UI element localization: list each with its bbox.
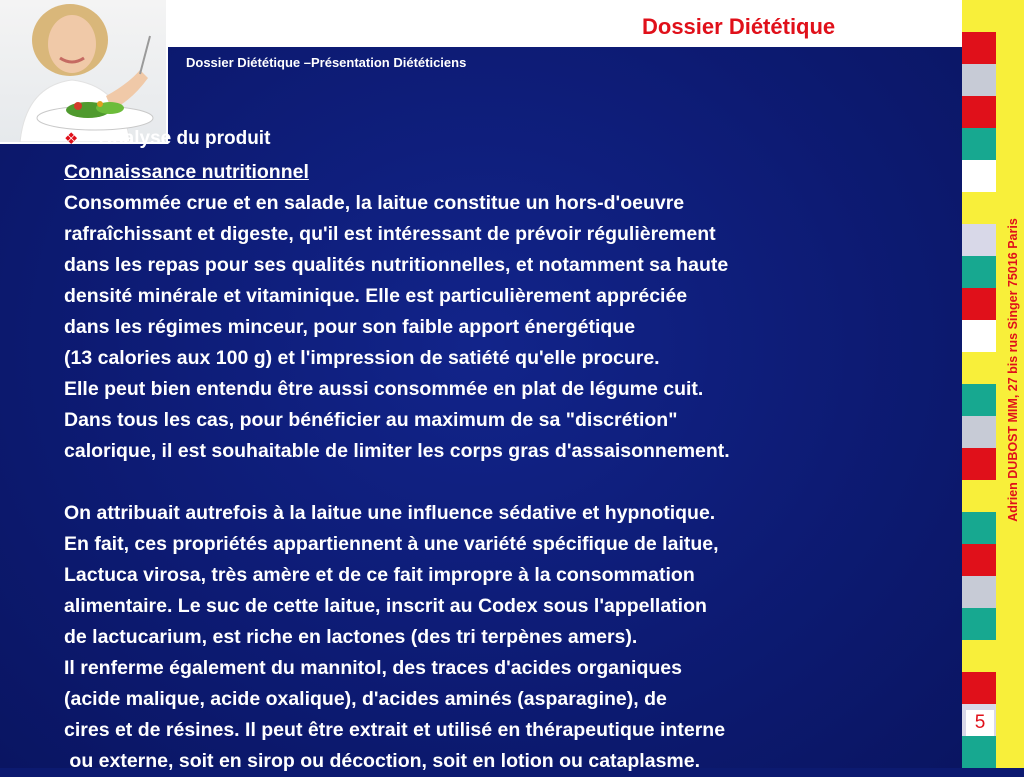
color-stripe — [962, 448, 996, 480]
text-line: densité minérale et vitaminique. Elle est particulièrement appréciée — [64, 285, 688, 307]
text-line: dans les régimes minceur, pour son faible apport énergétique — [64, 316, 636, 338]
text-line: (13 calories aux 100 g) et l'impression de satiété qu'elle procure. — [64, 347, 660, 369]
color-stripe — [962, 384, 996, 416]
page-number: 5 — [966, 710, 994, 736]
color-stripe — [962, 544, 996, 576]
color-stripe — [962, 608, 996, 640]
content-heading: Connaissance nutritionnel — [64, 161, 309, 183]
header-divider — [168, 44, 962, 47]
color-stripe — [962, 0, 996, 32]
text-line: cires et de résines. Il peut être extrait et utilisé en thérapeutique interne — [64, 719, 726, 741]
text-line: On attribuait autrefois à la laitue une influence sédative et hypnotique. — [64, 502, 716, 524]
text-line: de lactucarium, est riche en lactones (des tri terpènes amers). — [64, 626, 638, 648]
diamond-bullet-icon: ❖ — [64, 131, 79, 148]
paragraph-spacer — [64, 467, 954, 498]
author-address-vertical: Adrien DUBOST MIM, 27 bis rus Singer 75016 Paris — [1006, 218, 1020, 522]
color-stripe — [962, 128, 996, 160]
color-stripe — [962, 224, 996, 256]
color-stripe — [962, 672, 996, 704]
woman-eating-salad-photo — [0, 0, 168, 144]
color-stripe — [962, 64, 996, 96]
color-stripe — [962, 32, 996, 64]
section-label: Analyse du produit — [98, 128, 271, 149]
text-line: rafraîchissant et digeste, qu'il est intéressant de prévoir régulièrement — [64, 223, 716, 245]
color-stripe — [962, 576, 996, 608]
decorative-color-stripes — [962, 0, 996, 768]
text-line: En fait, ces propriétés appartiennent à une variété spécifique de laitue, — [64, 533, 719, 555]
text-line: dans les repas pour ses qualités nutritionnelles, et notamment sa haute — [64, 254, 729, 276]
color-stripe — [962, 640, 996, 672]
slide-title: Dossier Diététique — [642, 14, 836, 39]
color-stripe — [962, 416, 996, 448]
color-stripe — [962, 288, 996, 320]
text-line: Consommée crue et en salade, la laitue constitue un hors-d'oeuvre — [64, 192, 685, 214]
text-line: Dans tous les cas, pour bénéficier au maximum de sa "discrétion" — [64, 409, 678, 431]
text-line: (acide malique, acide oxalique), d'acides aminés (asparagine), de — [64, 688, 667, 710]
section-label-row — [64, 128, 270, 150]
text-line: Lactuca virosa, très amère et de ce fait impropre à la consommation — [64, 564, 695, 586]
color-stripe — [962, 480, 996, 512]
text-line: Il renferme également du mannitol, des traces d'acides organiques — [64, 657, 682, 679]
color-stripe — [962, 320, 996, 352]
text-line: calorique, il est souhaitable de limiter les corps gras d'assaisonnement. — [64, 440, 730, 462]
text-line: Elle peut bien entendu être aussi consommée en plat de légume cuit. — [64, 378, 704, 400]
color-stripe — [962, 352, 996, 384]
color-stripe — [962, 256, 996, 288]
color-stripe — [962, 160, 996, 192]
content-body — [64, 157, 954, 777]
color-stripe — [962, 736, 996, 768]
color-stripe — [962, 96, 996, 128]
text-line: alimentaire. Le suc de cette laitue, inscrit au Codex sous l'appellation — [64, 595, 707, 617]
slide-subtitle: Dossier Diététique –Présentation Diététiciens — [186, 55, 467, 70]
color-stripe — [962, 512, 996, 544]
color-stripe — [962, 192, 996, 224]
text-line: ou externe, soit en sirop ou décoction, soit en lotion ou cataplasme. — [64, 750, 701, 772]
